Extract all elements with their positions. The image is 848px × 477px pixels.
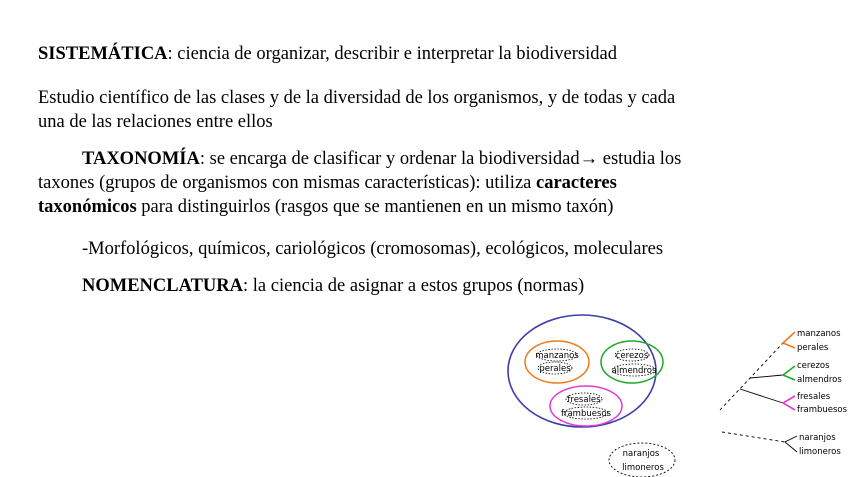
group-3-ellipse [550, 386, 622, 426]
cladogram [720, 329, 848, 457]
tree-label-perales: perales [797, 343, 829, 353]
tree-label-naranjos: naranjos [799, 433, 836, 443]
term-nomenclatura: NOMENCLATURA [82, 276, 244, 296]
definition-sistematica: : ciencia de organizar, describir e interpretar la biodiversidad [167, 44, 617, 64]
term-sistematica: SISTEMÁTICA [38, 44, 168, 64]
clade-2-fork [783, 366, 795, 380]
tree-label-limoneros: limoneros [799, 447, 841, 457]
tree-branch-3 [740, 389, 783, 403]
clade-3-fork [783, 396, 795, 410]
venn-label-limoneros: limoneros [622, 463, 664, 473]
term-taxonomia: TAXONOMÍA [82, 149, 200, 169]
tree-branch-2 [750, 375, 783, 378]
venn-label-frambuesos: frambuesos [560, 409, 612, 419]
venn-label-manzanos: manzanos [535, 351, 579, 361]
taxonomia-line-3-text: para distinguirlos (rasgos que se mantienen en un mismo taxón) [136, 197, 614, 217]
venn-label-perales: perales [539, 364, 571, 374]
estudio-line-2: una de las relaciones entre ellos [38, 112, 273, 132]
venn-label-almendros: almendros [611, 366, 657, 376]
group-2-ellipse [601, 341, 663, 383]
venn-label-naranjos: naranjos [622, 449, 660, 459]
tree-label-manzanos: manzanos [797, 329, 841, 339]
tree-label-fresales: fresales [797, 392, 831, 402]
tree-label-cerezos: cerezos [797, 361, 830, 371]
paragraph-caracteres-list: -Morfológicos, químicos, cariológicos (cromosomas), ecológicos, moleculares [82, 239, 664, 259]
term-taxonomicos: taxonómicos [38, 197, 137, 217]
clade-1-fork [783, 332, 795, 348]
term-caracteres: caracteres [536, 173, 617, 193]
clade-4-fork [785, 436, 797, 452]
group-1-ellipse [525, 341, 589, 383]
definition-nomenclatura: : la ciencia de asignar a estos grupos (normas) [243, 276, 585, 296]
venn-diagram [508, 315, 675, 477]
outgroup-branch [722, 432, 785, 442]
estudio-line-1: Estudio científico de las clases y de la diversidad de los organismos, y de todas y cada [38, 88, 676, 108]
tree-label-almendros: almendros [797, 375, 842, 385]
venn-label-fresales: fresales [567, 395, 601, 405]
venn-label-cerezos: cerezos [615, 351, 649, 361]
tree-label-frambuesos: frambuesos [797, 405, 848, 415]
taxonomia-line-2-text: taxones (grupos de organismos con mismas características): utiliza [38, 173, 536, 193]
taxonomia-line-1-text: : se encarga de clasificar y ordenar la biodiversidad→ estudia los [199, 149, 682, 169]
